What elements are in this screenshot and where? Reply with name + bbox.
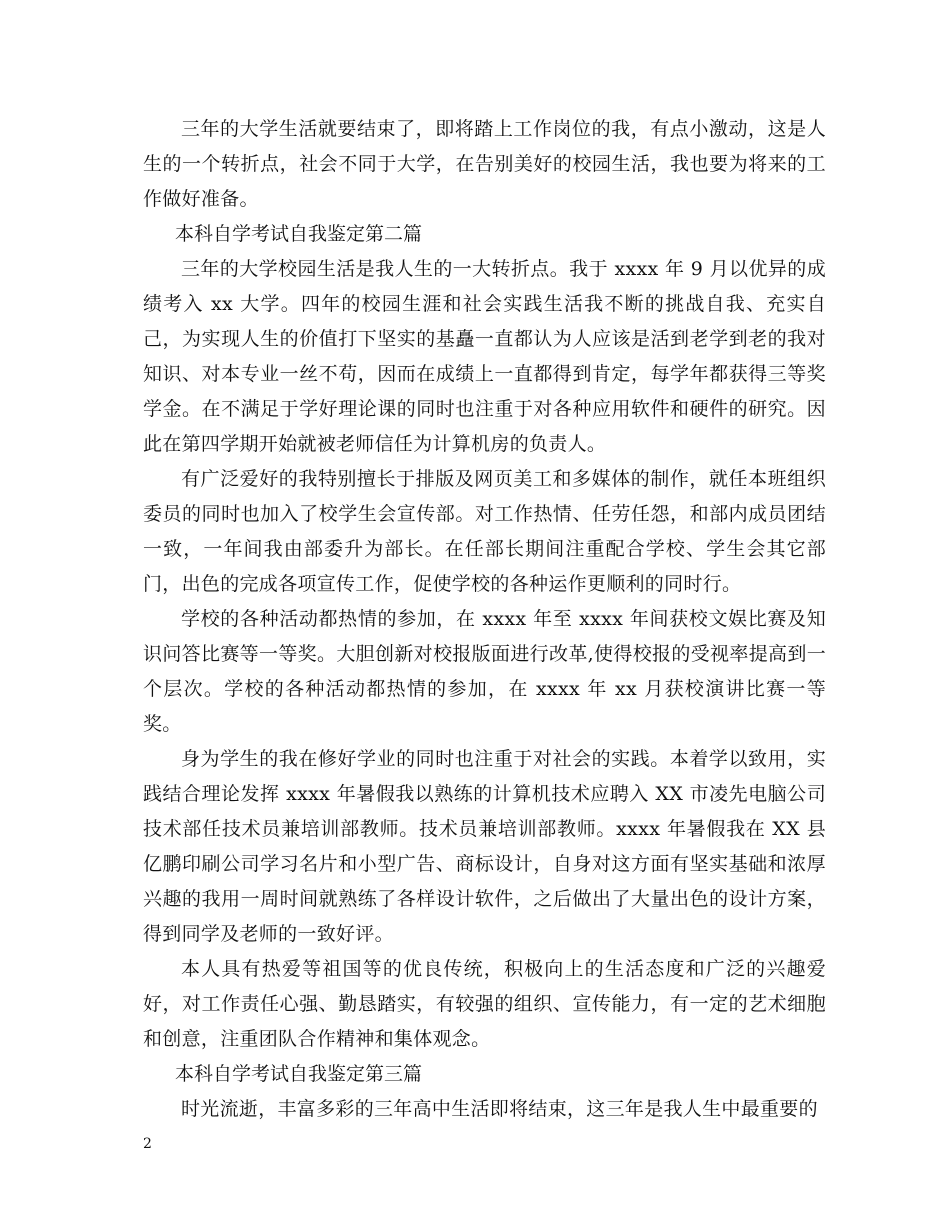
paragraph-2: 三年的大学校园生活是我人生的一大转折点。我于 xxxx 年 9 月以优异的成绩考入 xx 大学。四年的校园生涯和社会实践生活我不断的挑战自我、充实自己，为实现人生的价值打下坚实的基矗一直都认为人应该是活到老学到老的我对知识、对本专业一丝不苟，因而在成绩上一直都得到肯定，每学年都获得三等奖学金。在不满足于学好理论课的同时也注重于对各种应用软件和硬件的研究。因此在第四学期开始就被老师信任为计算机房的负责人。 xyxy=(143,258,826,455)
paragraph-1: 三年的大学生活就要结束了，即将踏上工作岗位的我，有点小激动，这是人生的一个转折点，社会不同于大学，在告别美好的校园生活，我也要为将来的工作做好准备。 xyxy=(143,118,826,210)
page-number: 2 xyxy=(143,1136,152,1152)
paragraph-5: 身为学生的我在修好学业的同时也注重于对社会的实践。本着学以致用，实践结合理论发挥 xxxx 年暑假我以熟练的计算机技术应聘入 XX 市凌先电脑公司技术部任技术员兼培训部教师。技术员兼培训部教师。xxxx 年暑假我在 XX 县亿鹏印刷公司学习名片和小型广告、商标设计，自身对这方面有坚实基础和浓厚兴趣的我用一周时间就熟练了各样设计软件，之后做出了大量出色的设计方案，得到同学及老师的一致好评。 xyxy=(143,748,826,945)
paragraph-6: 本人具有热爱等祖国等的优良传统，积极向上的生活态度和广泛的兴趣爱好，对工作责任心强、勤恳踏实，有较强的组织、宣传能力，有一定的艺术细胞和创意，注重团队合作精神和集体观念。 xyxy=(143,958,826,1050)
paragraph-4: 学校的各种活动都热情的参加，在 xxxx 年至 xxxx 年间获校文娱比赛及知识问答比赛等一等奖。大胆创新对校报版面进行改革,使得校报的受视率提高到一个层次。学校的各种活动都热情的参加，在 xxxx 年 xx 月获校演讲比赛一等奖。 xyxy=(143,608,826,735)
paragraph-7: 时光流逝，丰富多彩的三年高中生活即将结束，这三年是我人生中最重要的 xyxy=(181,1098,818,1120)
section-heading-2: 本科自学考试自我鉴定第二篇 xyxy=(175,223,423,245)
section-heading-3: 本科自学考试自我鉴定第三篇 xyxy=(175,1063,423,1085)
document-body xyxy=(143,112,826,1127)
paragraph-3: 有广泛爱好的我特别擅长于排版及网页美工和多媒体的制作，就任本班组织委员的同时也加入了校学生会宣传部。对工作热情、任劳任怨，和部内成员团结一致，一年间我由部委升为部长。在任部长期间注重配合学校、学生会其它部门，出色的完成各项宣传工作，促使学校的各种运作更顺利的同时行。 xyxy=(143,468,826,595)
